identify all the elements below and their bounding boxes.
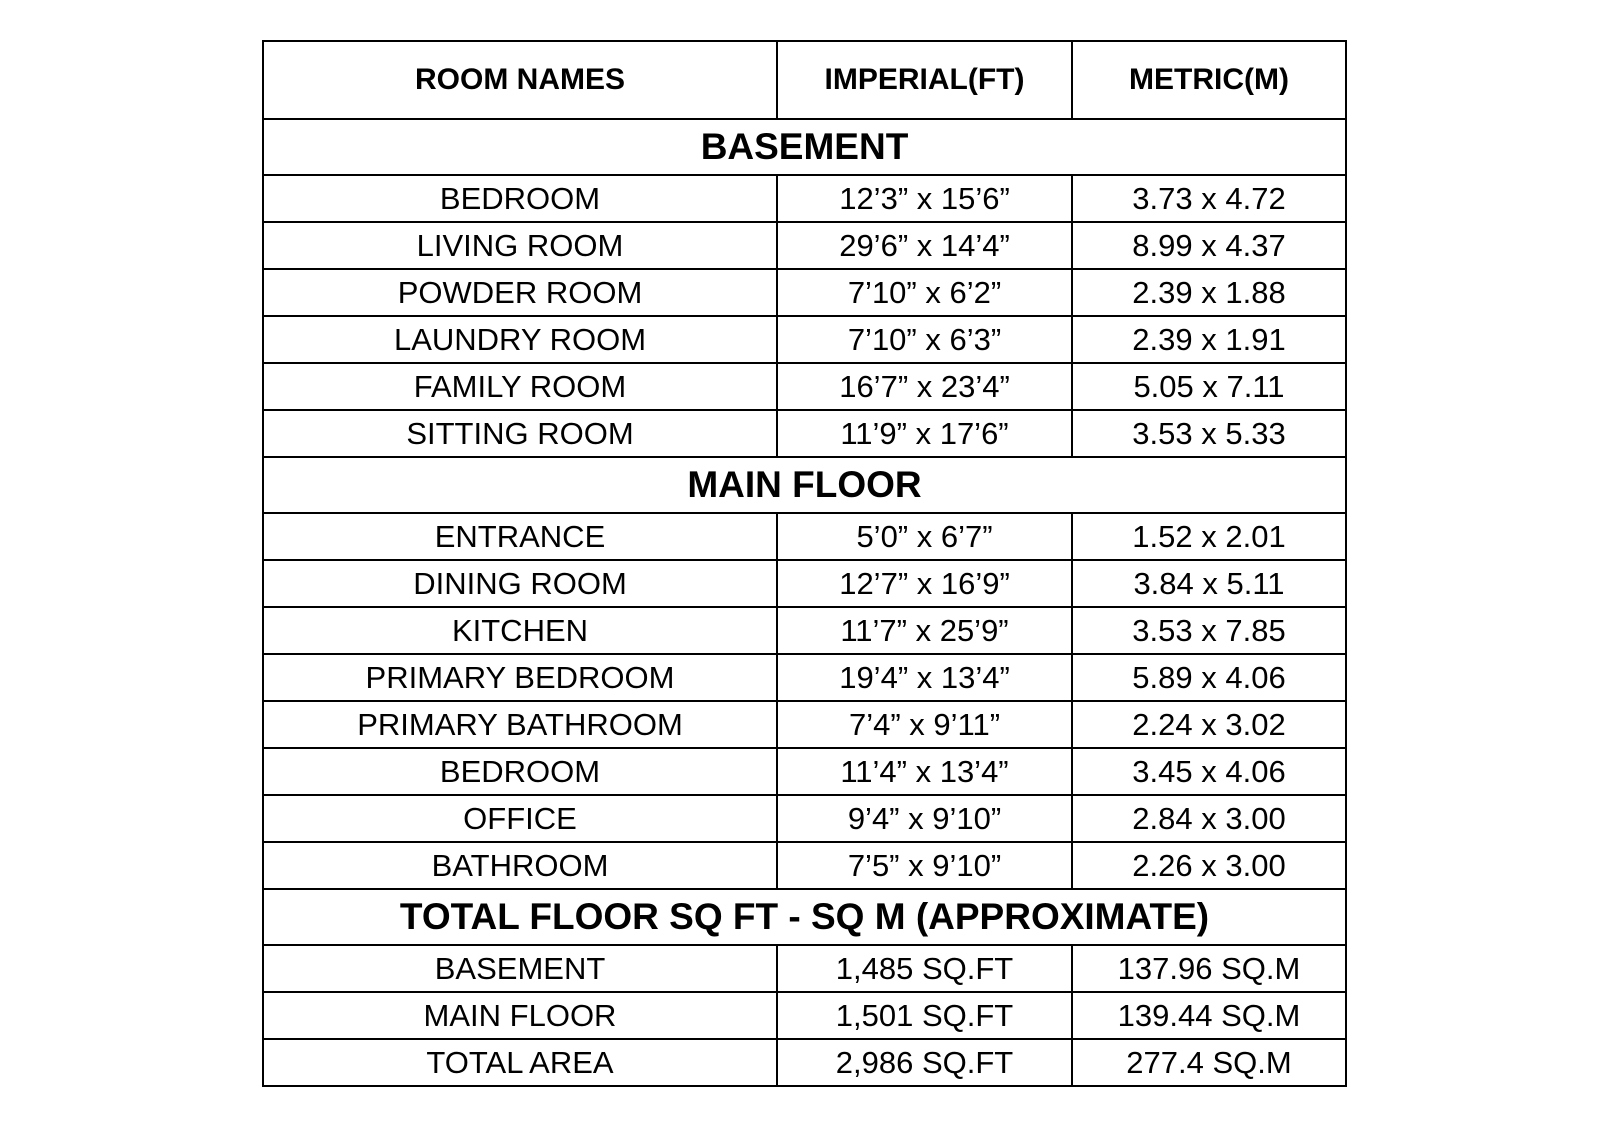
room-name-cell: LAUNDRY ROOM <box>263 316 777 363</box>
table-row <box>263 363 1346 410</box>
metric-cell: 2.84 x 3.00 <box>1072 795 1346 842</box>
room-name-cell: PRIMARY BEDROOM <box>263 654 777 701</box>
room-name-cell: PRIMARY BATHROOM <box>263 701 777 748</box>
metric-cell: 2.24 x 3.02 <box>1072 701 1346 748</box>
imperial-cell: 5’0” x 6’7” <box>777 513 1072 560</box>
metric-cell: 139.44 SQ.M <box>1072 992 1346 1039</box>
room-name-cell: MAIN FLOOR <box>263 992 777 1039</box>
table-row <box>263 607 1346 654</box>
table-row <box>263 222 1346 269</box>
room-name-cell: FAMILY ROOM <box>263 363 777 410</box>
table-row <box>263 842 1346 889</box>
imperial-cell: 7’5” x 9’10” <box>777 842 1072 889</box>
imperial-cell: 9’4” x 9’10” <box>777 795 1072 842</box>
metric-cell: 2.26 x 3.00 <box>1072 842 1346 889</box>
metric-cell: 1.52 x 2.01 <box>1072 513 1346 560</box>
metric-cell: 8.99 x 4.37 <box>1072 222 1346 269</box>
metric-cell: 3.45 x 4.06 <box>1072 748 1346 795</box>
table-row <box>263 654 1346 701</box>
header-room-names: ROOM NAMES <box>263 41 777 119</box>
room-name-cell: BASEMENT <box>263 945 777 992</box>
imperial-cell: 7’4” x 9’11” <box>777 701 1072 748</box>
imperial-cell: 12’7” x 16’9” <box>777 560 1072 607</box>
room-name-cell: SITTING ROOM <box>263 410 777 457</box>
table-row <box>263 795 1346 842</box>
room-name-cell: BEDROOM <box>263 748 777 795</box>
imperial-cell: 1,485 SQ.FT <box>777 945 1072 992</box>
imperial-cell: 7’10” x 6’3” <box>777 316 1072 363</box>
table-row <box>263 748 1346 795</box>
metric-cell: 137.96 SQ.M <box>1072 945 1346 992</box>
totals-section-header <box>263 889 1346 945</box>
table-body <box>263 119 1346 1086</box>
metric-cell: 2.39 x 1.88 <box>1072 269 1346 316</box>
table-row <box>263 316 1346 363</box>
totals-section-title: TOTAL FLOOR SQ FT - SQ M (APPROXIMATE) <box>263 889 1346 945</box>
main-floor-section-header <box>263 457 1346 513</box>
header-row <box>263 41 1346 119</box>
imperial-cell: 11’9” x 17’6” <box>777 410 1072 457</box>
metric-cell: 277.4 SQ.M <box>1072 1039 1346 1086</box>
header-metric: METRIC(M) <box>1072 41 1346 119</box>
metric-cell: 5.89 x 4.06 <box>1072 654 1346 701</box>
room-name-cell: OFFICE <box>263 795 777 842</box>
imperial-cell: 7’10” x 6’2” <box>777 269 1072 316</box>
main-floor-section-title: MAIN FLOOR <box>263 457 1346 513</box>
imperial-cell: 12’3” x 15’6” <box>777 175 1072 222</box>
table-row <box>263 175 1346 222</box>
table-row <box>263 513 1346 560</box>
metric-cell: 5.05 x 7.11 <box>1072 363 1346 410</box>
room-dimensions-table <box>262 40 1347 1087</box>
metric-cell: 3.53 x 5.33 <box>1072 410 1346 457</box>
imperial-cell: 1,501 SQ.FT <box>777 992 1072 1039</box>
imperial-cell: 16’7” x 23’4” <box>777 363 1072 410</box>
room-name-cell: ENTRANCE <box>263 513 777 560</box>
imperial-cell: 19’4” x 13’4” <box>777 654 1072 701</box>
imperial-cell: 11’4” x 13’4” <box>777 748 1072 795</box>
room-name-cell: BEDROOM <box>263 175 777 222</box>
basement-section-title: BASEMENT <box>263 119 1346 175</box>
imperial-cell: 11’7” x 25’9” <box>777 607 1072 654</box>
header-imperial: IMPERIAL(FT) <box>777 41 1072 119</box>
metric-cell: 3.53 x 7.85 <box>1072 607 1346 654</box>
metric-cell: 2.39 x 1.91 <box>1072 316 1346 363</box>
room-name-cell: LIVING ROOM <box>263 222 777 269</box>
table-row <box>263 560 1346 607</box>
table-row <box>263 269 1346 316</box>
table-row <box>263 1039 1346 1086</box>
metric-cell: 3.73 x 4.72 <box>1072 175 1346 222</box>
room-name-cell: POWDER ROOM <box>263 269 777 316</box>
table-row <box>263 992 1346 1039</box>
basement-section-header <box>263 119 1346 175</box>
room-name-cell: BATHROOM <box>263 842 777 889</box>
room-name-cell: DINING ROOM <box>263 560 777 607</box>
imperial-cell: 29’6” x 14’4” <box>777 222 1072 269</box>
table-row <box>263 945 1346 992</box>
table-row <box>263 410 1346 457</box>
imperial-cell: 2,986 SQ.FT <box>777 1039 1072 1086</box>
room-name-cell: TOTAL AREA <box>263 1039 777 1086</box>
metric-cell: 3.84 x 5.11 <box>1072 560 1346 607</box>
table-row <box>263 701 1346 748</box>
room-name-cell: KITCHEN <box>263 607 777 654</box>
